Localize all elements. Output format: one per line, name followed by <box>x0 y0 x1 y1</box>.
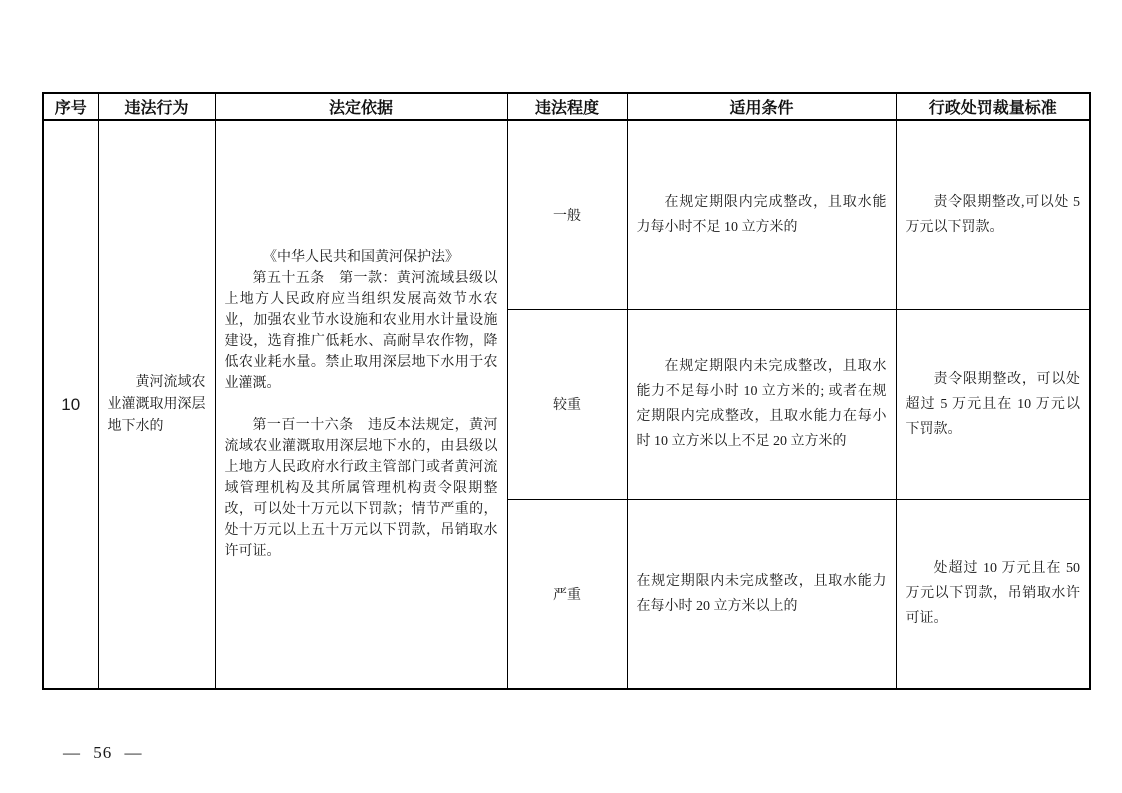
penalty-text: 责令限期整改,可以处 5 万元以下罚款。 <box>905 194 1080 235</box>
col-header-legal-basis: 法定依据 <box>215 93 507 120</box>
condition-text: 在规定期限内未完成整改，且取水能力在每小时 20 立方米以上的 <box>636 573 887 614</box>
seq-number: 10 <box>61 394 81 414</box>
cell-violation-behavior <box>98 120 215 689</box>
degree-label: 严重 <box>553 587 581 603</box>
cell-penalty-heavier <box>896 309 1090 499</box>
cell-condition-severe <box>627 499 896 689</box>
penalty-text: 处超过 10 万元且在 50 万元以下罚款，吊销取水许可证。 <box>905 561 1080 627</box>
col-header-degree: 违法程度 <box>507 93 627 120</box>
col-header-seq: 序号 <box>43 93 98 120</box>
degree-label: 一般 <box>553 208 581 224</box>
cell-condition-general <box>627 120 896 309</box>
col-header-behavior: 违法行为 <box>98 93 215 120</box>
cell-degree-severe <box>507 499 627 689</box>
col-header-penalty-standard: 行政处罚裁量标准 <box>896 93 1090 120</box>
cell-penalty-general <box>896 120 1090 309</box>
table-header-row <box>43 93 1090 120</box>
cell-degree-general <box>507 120 627 309</box>
condition-text: 在规定期限内完成整改，且取水能力每小时不足 10 立方米的 <box>636 194 887 235</box>
law-title: 《中华人民共和国黄河保护法》 <box>263 250 459 265</box>
cell-seq-number <box>43 120 98 689</box>
page-number: — 56 — <box>63 743 143 762</box>
law-clause-2: 第一百一十六条 违反本法规定，黄河流域农业灌溉取用深层地下水的，由县级以上地方人民政府水行政主管部门或者黄河流域管理机构及其所属管理机构责令限期整改，可以处十万元以下罚款；情节严重的，处十万元以上五十万元以下罚款，吊销取水许可证。 <box>224 418 498 559</box>
table-row <box>43 120 1090 309</box>
degree-label: 较重 <box>553 398 581 413</box>
violation-behavior-text: 黄河流域农业灌溉取用深层地下水的 <box>107 374 206 434</box>
cell-penalty-severe <box>896 499 1090 689</box>
col-header-condition: 适用条件 <box>627 93 896 120</box>
cell-degree-heavier <box>507 309 627 499</box>
law-clause-1: 第五十五条 第一款：黄河流域县级以上地方人民政府应当组织发展高效节水农业，加强农业节水设施和农业用水计量设施建设，选育推广低耗水、高耐旱农作物，降低农业耗水量。禁止取用深层地下水用于农业灌溉。 <box>224 271 498 391</box>
condition-text: 在规定期限内未完成整改，且取水能力不足每小时 10 立方米的; 或者在规定期限内完成整改，且取水能力在每小时 10 立方米以上不足 20 立方米的 <box>636 359 887 449</box>
cell-condition-heavier <box>627 309 896 499</box>
cell-legal-basis <box>215 120 507 689</box>
penalty-table <box>42 92 1091 690</box>
penalty-text: 责令限期整改，可以处超过 5 万元且在 10 万元以下罚款。 <box>905 371 1080 437</box>
